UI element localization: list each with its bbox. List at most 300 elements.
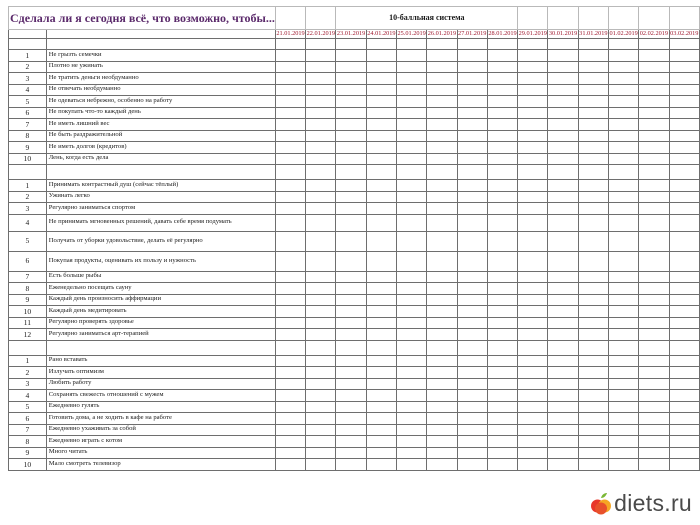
score-cell[interactable] xyxy=(608,317,638,329)
score-cell[interactable] xyxy=(639,424,669,436)
score-cell[interactable] xyxy=(518,329,548,341)
score-cell[interactable] xyxy=(275,153,305,165)
score-cell[interactable] xyxy=(518,142,548,154)
score-cell[interactable] xyxy=(336,50,366,62)
score-cell[interactable] xyxy=(578,340,608,355)
score-cell[interactable] xyxy=(608,96,638,108)
score-cell[interactable] xyxy=(518,130,548,142)
score-cell[interactable] xyxy=(397,306,427,318)
score-cell[interactable] xyxy=(548,329,578,341)
score-cell[interactable] xyxy=(578,447,608,459)
score-cell[interactable] xyxy=(427,142,457,154)
score-cell[interactable] xyxy=(306,251,336,271)
score-cell[interactable] xyxy=(548,390,578,402)
score-cell[interactable] xyxy=(457,130,487,142)
score-cell[interactable] xyxy=(669,119,699,131)
score-cell[interactable] xyxy=(306,306,336,318)
score-cell[interactable] xyxy=(669,96,699,108)
score-cell[interactable] xyxy=(608,306,638,318)
score-cell[interactable] xyxy=(427,180,457,192)
score-cell[interactable] xyxy=(427,271,457,283)
score-cell[interactable] xyxy=(397,378,427,390)
score-cell[interactable] xyxy=(518,191,548,203)
score-cell[interactable] xyxy=(457,294,487,306)
score-cell[interactable] xyxy=(548,107,578,119)
score-cell[interactable] xyxy=(306,390,336,402)
score-cell[interactable] xyxy=(669,317,699,329)
score-cell[interactable] xyxy=(457,317,487,329)
score-cell[interactable] xyxy=(487,107,517,119)
score-cell[interactable] xyxy=(578,378,608,390)
score-cell[interactable] xyxy=(306,317,336,329)
score-cell[interactable] xyxy=(578,130,608,142)
score-cell[interactable] xyxy=(608,191,638,203)
score-cell[interactable] xyxy=(275,61,305,73)
score-cell[interactable] xyxy=(669,191,699,203)
score-cell[interactable] xyxy=(275,413,305,425)
score-cell[interactable] xyxy=(336,73,366,85)
score-cell[interactable] xyxy=(578,231,608,251)
score-cell[interactable] xyxy=(366,165,396,180)
score-cell[interactable] xyxy=(457,367,487,379)
score-cell[interactable] xyxy=(548,50,578,62)
score-cell[interactable] xyxy=(306,367,336,379)
score-cell[interactable] xyxy=(669,340,699,355)
score-cell[interactable] xyxy=(306,96,336,108)
score-cell[interactable] xyxy=(275,50,305,62)
score-cell[interactable] xyxy=(306,203,336,215)
score-cell[interactable] xyxy=(336,329,366,341)
score-cell[interactable] xyxy=(397,130,427,142)
score-cell[interactable] xyxy=(457,251,487,271)
score-cell[interactable] xyxy=(487,130,517,142)
score-cell[interactable] xyxy=(608,401,638,413)
score-cell[interactable] xyxy=(427,401,457,413)
score-cell[interactable] xyxy=(336,39,366,50)
score-cell[interactable] xyxy=(397,424,427,436)
score-cell[interactable] xyxy=(639,165,669,180)
score-cell[interactable] xyxy=(366,84,396,96)
score-cell[interactable] xyxy=(487,367,517,379)
score-cell[interactable] xyxy=(548,251,578,271)
score-cell[interactable] xyxy=(548,367,578,379)
score-cell[interactable] xyxy=(639,50,669,62)
score-cell[interactable] xyxy=(578,191,608,203)
score-cell[interactable] xyxy=(669,180,699,192)
score-cell[interactable] xyxy=(336,153,366,165)
score-cell[interactable] xyxy=(578,165,608,180)
score-cell[interactable] xyxy=(669,367,699,379)
score-cell[interactable] xyxy=(608,390,638,402)
score-cell[interactable] xyxy=(397,165,427,180)
score-cell[interactable] xyxy=(427,355,457,367)
score-cell[interactable] xyxy=(518,447,548,459)
score-cell[interactable] xyxy=(639,39,669,50)
score-cell[interactable] xyxy=(487,191,517,203)
score-cell[interactable] xyxy=(336,355,366,367)
score-cell[interactable] xyxy=(518,203,548,215)
score-cell[interactable] xyxy=(669,153,699,165)
score-cell[interactable] xyxy=(578,401,608,413)
score-cell[interactable] xyxy=(487,203,517,215)
score-cell[interactable] xyxy=(487,39,517,50)
score-cell[interactable] xyxy=(608,50,638,62)
score-cell[interactable] xyxy=(457,340,487,355)
score-cell[interactable] xyxy=(306,180,336,192)
score-cell[interactable] xyxy=(518,436,548,448)
score-cell[interactable] xyxy=(336,130,366,142)
score-cell[interactable] xyxy=(608,413,638,425)
score-cell[interactable] xyxy=(487,50,517,62)
score-cell[interactable] xyxy=(518,355,548,367)
score-cell[interactable] xyxy=(427,153,457,165)
score-cell[interactable] xyxy=(336,191,366,203)
score-cell[interactable] xyxy=(275,390,305,402)
score-cell[interactable] xyxy=(306,231,336,251)
score-cell[interactable] xyxy=(608,436,638,448)
score-cell[interactable] xyxy=(487,180,517,192)
score-cell[interactable] xyxy=(669,251,699,271)
score-cell[interactable] xyxy=(397,340,427,355)
score-cell[interactable] xyxy=(518,153,548,165)
score-cell[interactable] xyxy=(578,119,608,131)
score-cell[interactable] xyxy=(397,153,427,165)
score-cell[interactable] xyxy=(578,153,608,165)
score-cell[interactable] xyxy=(639,340,669,355)
score-cell[interactable] xyxy=(336,165,366,180)
score-cell[interactable] xyxy=(578,283,608,295)
score-cell[interactable] xyxy=(306,329,336,341)
score-cell[interactable] xyxy=(639,251,669,271)
score-cell[interactable] xyxy=(578,142,608,154)
score-cell[interactable] xyxy=(487,401,517,413)
score-cell[interactable] xyxy=(548,231,578,251)
score-cell[interactable] xyxy=(548,283,578,295)
score-cell[interactable] xyxy=(518,107,548,119)
score-cell[interactable] xyxy=(336,180,366,192)
score-cell[interactable] xyxy=(578,50,608,62)
score-cell[interactable] xyxy=(397,61,427,73)
score-cell[interactable] xyxy=(427,459,457,471)
score-cell[interactable] xyxy=(397,413,427,425)
score-cell[interactable] xyxy=(275,165,305,180)
score-cell[interactable] xyxy=(548,447,578,459)
score-cell[interactable] xyxy=(518,378,548,390)
score-cell[interactable] xyxy=(306,107,336,119)
score-cell[interactable] xyxy=(548,317,578,329)
score-cell[interactable] xyxy=(336,271,366,283)
score-cell[interactable] xyxy=(397,214,427,231)
score-cell[interactable] xyxy=(548,61,578,73)
score-cell[interactable] xyxy=(306,459,336,471)
score-cell[interactable] xyxy=(457,180,487,192)
score-cell[interactable] xyxy=(366,401,396,413)
score-cell[interactable] xyxy=(608,214,638,231)
score-cell[interactable] xyxy=(457,413,487,425)
score-cell[interactable] xyxy=(518,271,548,283)
score-cell[interactable] xyxy=(306,401,336,413)
score-cell[interactable] xyxy=(397,73,427,85)
score-cell[interactable] xyxy=(639,142,669,154)
score-cell[interactable] xyxy=(608,39,638,50)
score-cell[interactable] xyxy=(669,329,699,341)
score-cell[interactable] xyxy=(639,191,669,203)
score-cell[interactable] xyxy=(427,231,457,251)
score-cell[interactable] xyxy=(518,39,548,50)
score-cell[interactable] xyxy=(548,203,578,215)
score-cell[interactable] xyxy=(427,340,457,355)
score-cell[interactable] xyxy=(397,294,427,306)
score-cell[interactable] xyxy=(336,459,366,471)
score-cell[interactable] xyxy=(306,165,336,180)
score-cell[interactable] xyxy=(336,96,366,108)
score-cell[interactable] xyxy=(639,130,669,142)
score-cell[interactable] xyxy=(457,401,487,413)
score-cell[interactable] xyxy=(427,390,457,402)
score-cell[interactable] xyxy=(366,340,396,355)
score-cell[interactable] xyxy=(427,306,457,318)
score-cell[interactable] xyxy=(366,294,396,306)
score-cell[interactable] xyxy=(366,436,396,448)
score-cell[interactable] xyxy=(548,306,578,318)
score-cell[interactable] xyxy=(275,142,305,154)
score-cell[interactable] xyxy=(457,50,487,62)
score-cell[interactable] xyxy=(336,317,366,329)
score-cell[interactable] xyxy=(669,130,699,142)
score-cell[interactable] xyxy=(548,130,578,142)
score-cell[interactable] xyxy=(275,340,305,355)
score-cell[interactable] xyxy=(639,329,669,341)
score-cell[interactable] xyxy=(397,39,427,50)
score-cell[interactable] xyxy=(275,84,305,96)
score-cell[interactable] xyxy=(397,355,427,367)
score-cell[interactable] xyxy=(518,61,548,73)
score-cell[interactable] xyxy=(608,459,638,471)
score-cell[interactable] xyxy=(306,39,336,50)
score-cell[interactable] xyxy=(548,165,578,180)
score-cell[interactable] xyxy=(275,180,305,192)
score-cell[interactable] xyxy=(487,294,517,306)
score-cell[interactable] xyxy=(487,119,517,131)
score-cell[interactable] xyxy=(457,84,487,96)
score-cell[interactable] xyxy=(639,294,669,306)
score-cell[interactable] xyxy=(275,283,305,295)
score-cell[interactable] xyxy=(548,340,578,355)
score-cell[interactable] xyxy=(669,401,699,413)
score-cell[interactable] xyxy=(487,340,517,355)
score-cell[interactable] xyxy=(275,73,305,85)
score-cell[interactable] xyxy=(608,73,638,85)
score-cell[interactable] xyxy=(639,447,669,459)
score-cell[interactable] xyxy=(366,283,396,295)
score-cell[interactable] xyxy=(518,367,548,379)
score-cell[interactable] xyxy=(397,251,427,271)
score-cell[interactable] xyxy=(487,355,517,367)
score-cell[interactable] xyxy=(548,180,578,192)
score-cell[interactable] xyxy=(578,39,608,50)
score-cell[interactable] xyxy=(518,180,548,192)
score-cell[interactable] xyxy=(457,271,487,283)
score-cell[interactable] xyxy=(397,459,427,471)
score-cell[interactable] xyxy=(457,203,487,215)
score-cell[interactable] xyxy=(639,355,669,367)
score-cell[interactable] xyxy=(487,165,517,180)
score-cell[interactable] xyxy=(487,329,517,341)
score-cell[interactable] xyxy=(608,84,638,96)
score-cell[interactable] xyxy=(457,142,487,154)
score-cell[interactable] xyxy=(397,231,427,251)
score-cell[interactable] xyxy=(306,378,336,390)
score-cell[interactable] xyxy=(518,214,548,231)
score-cell[interactable] xyxy=(366,317,396,329)
score-cell[interactable] xyxy=(275,251,305,271)
score-cell[interactable] xyxy=(427,203,457,215)
score-cell[interactable] xyxy=(457,39,487,50)
score-cell[interactable] xyxy=(336,390,366,402)
score-cell[interactable] xyxy=(336,401,366,413)
score-cell[interactable] xyxy=(275,191,305,203)
score-cell[interactable] xyxy=(457,283,487,295)
score-cell[interactable] xyxy=(608,294,638,306)
score-cell[interactable] xyxy=(306,50,336,62)
score-cell[interactable] xyxy=(669,424,699,436)
score-cell[interactable] xyxy=(548,191,578,203)
score-cell[interactable] xyxy=(275,39,305,50)
score-cell[interactable] xyxy=(366,96,396,108)
score-cell[interactable] xyxy=(336,119,366,131)
score-cell[interactable] xyxy=(427,214,457,231)
score-cell[interactable] xyxy=(487,436,517,448)
score-cell[interactable] xyxy=(427,329,457,341)
score-cell[interactable] xyxy=(669,459,699,471)
score-cell[interactable] xyxy=(336,231,366,251)
score-cell[interactable] xyxy=(427,39,457,50)
score-cell[interactable] xyxy=(608,378,638,390)
score-cell[interactable] xyxy=(366,459,396,471)
score-cell[interactable] xyxy=(306,73,336,85)
score-cell[interactable] xyxy=(336,251,366,271)
score-cell[interactable] xyxy=(608,329,638,341)
score-cell[interactable] xyxy=(518,84,548,96)
score-cell[interactable] xyxy=(366,50,396,62)
score-cell[interactable] xyxy=(518,283,548,295)
score-cell[interactable] xyxy=(427,447,457,459)
score-cell[interactable] xyxy=(457,61,487,73)
score-cell[interactable] xyxy=(639,459,669,471)
score-cell[interactable] xyxy=(366,447,396,459)
score-cell[interactable] xyxy=(548,355,578,367)
score-cell[interactable] xyxy=(397,96,427,108)
score-cell[interactable] xyxy=(578,61,608,73)
score-cell[interactable] xyxy=(306,61,336,73)
score-cell[interactable] xyxy=(518,231,548,251)
score-cell[interactable] xyxy=(427,378,457,390)
score-cell[interactable] xyxy=(608,107,638,119)
score-cell[interactable] xyxy=(669,142,699,154)
score-cell[interactable] xyxy=(548,424,578,436)
score-cell[interactable] xyxy=(548,271,578,283)
score-cell[interactable] xyxy=(306,130,336,142)
score-cell[interactable] xyxy=(366,142,396,154)
score-cell[interactable] xyxy=(275,424,305,436)
score-cell[interactable] xyxy=(397,283,427,295)
score-cell[interactable] xyxy=(487,231,517,251)
score-cell[interactable] xyxy=(578,251,608,271)
score-cell[interactable] xyxy=(427,50,457,62)
score-cell[interactable] xyxy=(608,203,638,215)
score-cell[interactable] xyxy=(608,142,638,154)
score-cell[interactable] xyxy=(275,306,305,318)
score-cell[interactable] xyxy=(397,180,427,192)
score-cell[interactable] xyxy=(639,271,669,283)
score-cell[interactable] xyxy=(639,378,669,390)
score-cell[interactable] xyxy=(578,294,608,306)
score-cell[interactable] xyxy=(457,231,487,251)
score-cell[interactable] xyxy=(487,251,517,271)
score-cell[interactable] xyxy=(457,447,487,459)
score-cell[interactable] xyxy=(578,367,608,379)
score-cell[interactable] xyxy=(487,73,517,85)
score-cell[interactable] xyxy=(275,447,305,459)
score-cell[interactable] xyxy=(366,367,396,379)
score-cell[interactable] xyxy=(397,142,427,154)
score-cell[interactable] xyxy=(457,390,487,402)
score-cell[interactable] xyxy=(487,447,517,459)
score-cell[interactable] xyxy=(397,84,427,96)
score-cell[interactable] xyxy=(639,203,669,215)
score-cell[interactable] xyxy=(669,165,699,180)
score-cell[interactable] xyxy=(487,61,517,73)
score-cell[interactable] xyxy=(669,378,699,390)
score-cell[interactable] xyxy=(457,119,487,131)
score-cell[interactable] xyxy=(336,283,366,295)
score-cell[interactable] xyxy=(487,283,517,295)
score-cell[interactable] xyxy=(306,142,336,154)
score-cell[interactable] xyxy=(518,306,548,318)
score-cell[interactable] xyxy=(548,294,578,306)
score-cell[interactable] xyxy=(366,73,396,85)
score-cell[interactable] xyxy=(578,84,608,96)
score-cell[interactable] xyxy=(487,424,517,436)
score-cell[interactable] xyxy=(608,153,638,165)
score-cell[interactable] xyxy=(427,283,457,295)
score-cell[interactable] xyxy=(336,413,366,425)
score-cell[interactable] xyxy=(548,459,578,471)
score-cell[interactable] xyxy=(397,436,427,448)
score-cell[interactable] xyxy=(518,251,548,271)
score-cell[interactable] xyxy=(427,130,457,142)
score-cell[interactable] xyxy=(669,50,699,62)
score-cell[interactable] xyxy=(457,73,487,85)
score-cell[interactable] xyxy=(306,119,336,131)
score-cell[interactable] xyxy=(306,191,336,203)
score-cell[interactable] xyxy=(608,130,638,142)
score-cell[interactable] xyxy=(366,61,396,73)
score-cell[interactable] xyxy=(608,424,638,436)
score-cell[interactable] xyxy=(336,367,366,379)
score-cell[interactable] xyxy=(608,119,638,131)
score-cell[interactable] xyxy=(518,96,548,108)
score-cell[interactable] xyxy=(275,130,305,142)
score-cell[interactable] xyxy=(336,84,366,96)
score-cell[interactable] xyxy=(336,378,366,390)
score-cell[interactable] xyxy=(275,214,305,231)
score-cell[interactable] xyxy=(518,317,548,329)
score-cell[interactable] xyxy=(639,390,669,402)
score-cell[interactable] xyxy=(366,180,396,192)
score-cell[interactable] xyxy=(275,119,305,131)
score-cell[interactable] xyxy=(578,436,608,448)
